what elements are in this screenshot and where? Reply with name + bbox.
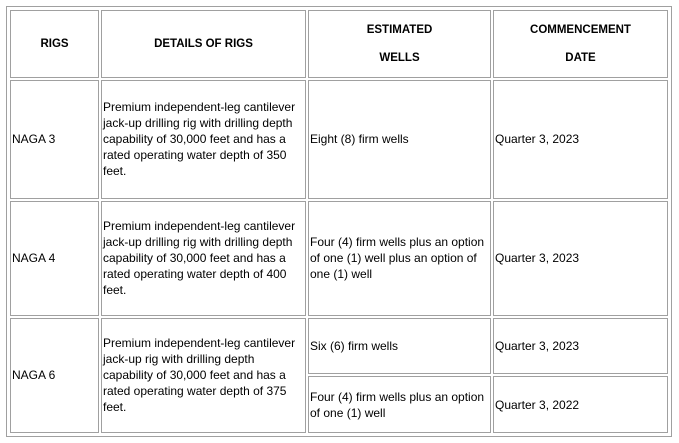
estimated-wells-cell: Four (4) firm wells plus an option of one (1) well plus an option of one (1) well [308,201,491,316]
rigs-table-container [6,6,672,437]
rigs-table [8,8,670,435]
rig-name-cell: NAGA 4 [10,201,99,316]
commencement-date-cell: Quarter 3, 2023 [493,80,668,199]
header-commencement-date [493,10,668,78]
rig-details-cell: Premium independent-leg cantilever jack-up rig with drilling depth capability of 30,000 feet and has a rated operating water depth of 375 feet. [101,318,306,433]
table-row [10,201,668,316]
header-details-label: DETAILS OF RIGS [154,37,253,50]
estimated-wells-cell: Four (4) firm wells plus an option of one (1) well [308,376,491,433]
header-estimated-wells [308,10,491,78]
table-row [10,318,668,375]
commencement-date-cell: Quarter 3, 2023 [493,201,668,316]
estimated-wells-cell: Eight (8) firm wells [308,80,491,199]
commencement-date-cell: Quarter 3, 2022 [493,376,668,433]
table-row [10,80,668,199]
estimated-wells-cell: Six (6) firm wells [308,318,491,375]
rig-name-cell: NAGA 3 [10,80,99,199]
header-details [101,10,306,78]
header-wells-line1: ESTIMATED [366,23,433,36]
header-date-line1: COMMENCEMENT [530,23,631,36]
rig-name-cell: NAGA 6 [10,318,99,433]
header-rigs-label: RIGS [40,37,69,50]
header-rigs [10,10,99,78]
rig-details-cell: Premium independent-leg cantilever jack-up drilling rig with drilling depth capability of 30,000 feet and has a rated operating water depth of 350 feet. [101,80,306,199]
rig-details-cell: Premium independent-leg cantilever jack-up drilling rig with drilling depth capability of 30,000 feet and has a rated operating water depth of 400 feet. [101,201,306,316]
header-date-line2: DATE [565,51,596,64]
header-wells-line2: WELLS [379,51,420,64]
table-header-row [10,10,668,78]
commencement-date-cell: Quarter 3, 2023 [493,318,668,375]
